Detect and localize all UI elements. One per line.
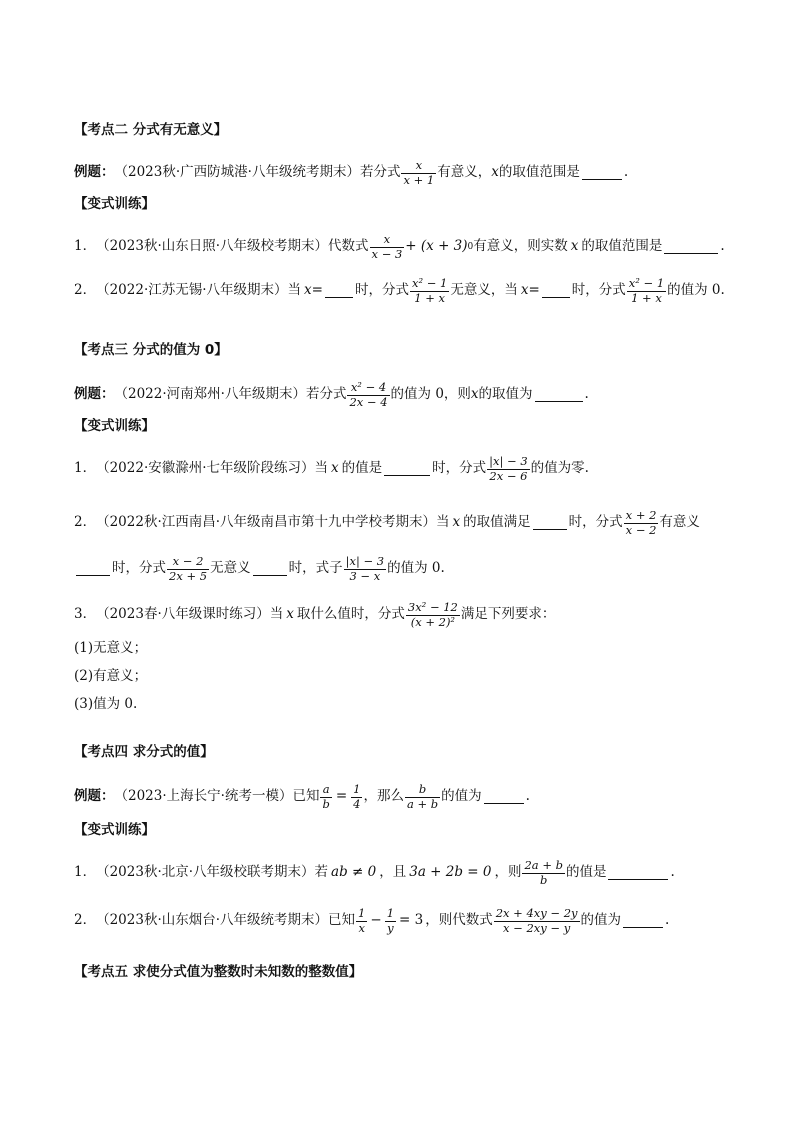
- example-label: 例题：: [74, 386, 115, 403]
- fraction: [344, 556, 387, 582]
- denominator: x − 3: [371, 246, 403, 261]
- variable: x: [520, 282, 529, 299]
- fraction: [410, 278, 449, 304]
- text: 的值是: [565, 864, 607, 881]
- text: 的值为: [580, 912, 622, 929]
- numerator: x + 2: [625, 508, 657, 522]
- denominator: 3 − x: [349, 568, 381, 583]
- practice-heading: 【变式训练】: [74, 196, 155, 212]
- answer-blank[interactable]: [582, 167, 622, 180]
- question-number: 1．: [74, 864, 97, 881]
- text: 的值为零.: [530, 460, 589, 477]
- question-number: 2．: [74, 282, 97, 299]
- text: 时，分式: [432, 460, 487, 477]
- numerator: x: [383, 232, 391, 246]
- question-source: （2023秋·山东日照·八年级校考期末）: [96, 238, 329, 255]
- question-3: [74, 602, 555, 628]
- fraction: [385, 908, 396, 934]
- fraction: [522, 860, 564, 886]
- answer-blank[interactable]: [608, 867, 668, 880]
- question-source: （2022·安徽滁州·七年级阶段练习）: [96, 460, 315, 477]
- answer-blank[interactable]: [253, 563, 287, 576]
- exponent: 0: [467, 241, 474, 252]
- section-2-example: [74, 160, 628, 186]
- fraction: [351, 784, 362, 810]
- text: 时，分式: [112, 560, 166, 577]
- answer-blank[interactable]: [533, 517, 567, 530]
- answer-blank[interactable]: [325, 285, 353, 298]
- question-2: [74, 278, 725, 304]
- question-1: [74, 860, 675, 886]
- variable: x: [491, 164, 499, 181]
- numerator: x − 2: [172, 554, 204, 568]
- denominator: x + 1: [403, 172, 435, 187]
- section-3-heading: 【考点三 分式的值为 0】: [74, 342, 228, 358]
- question-source: （2023秋·山东烟台·八年级统考期末）: [96, 912, 329, 929]
- denominator: b: [322, 796, 330, 811]
- question-number: 2．: [74, 514, 97, 531]
- denominator: 1 + x: [631, 290, 662, 305]
- text: ，且: [379, 864, 407, 881]
- fraction: [167, 556, 209, 582]
- question-2: [74, 908, 669, 934]
- text: 无意义: [210, 560, 251, 577]
- question-2-continued: [74, 556, 445, 582]
- denominator: x − 2: [625, 522, 657, 537]
- question-source: （2022·江苏无锡·八年级期末）: [96, 282, 288, 299]
- denominator: b: [540, 872, 548, 887]
- fraction: [370, 234, 405, 260]
- section-4-heading: 【考点四 求分式的值】: [74, 744, 214, 760]
- text: 当: [269, 606, 284, 623]
- numerator: x² − 4: [350, 380, 387, 394]
- numerator: 1: [358, 906, 366, 920]
- question-source: （2022秋·江西南昌·八年级南昌市第十九中学校考期末）: [96, 514, 437, 531]
- text: 有意义: [659, 514, 700, 531]
- fraction: [356, 908, 367, 934]
- condition: 3a + 2b = 0: [409, 864, 492, 881]
- text: 已知: [292, 788, 320, 805]
- text: 的值为 0，则: [390, 386, 471, 403]
- question-number: 3．: [74, 606, 97, 623]
- text: .: [665, 912, 670, 929]
- answer-blank[interactable]: [484, 791, 524, 804]
- text: 的取值范围是: [498, 164, 580, 181]
- equals: =: [311, 282, 323, 299]
- denominator: 2x − 4: [349, 394, 388, 409]
- example-source: （2022·河南郑州·八年级期末）: [114, 386, 306, 403]
- fraction: [627, 278, 666, 304]
- sub-item-2: (2)有意义；: [74, 668, 148, 684]
- text: 的取值满足: [463, 514, 531, 531]
- text: .: [525, 788, 530, 805]
- question-2: [74, 510, 700, 536]
- fraction: [401, 160, 436, 186]
- numerator: b: [418, 782, 427, 796]
- denominator: 2x − 6: [489, 468, 528, 483]
- variable: x: [452, 514, 461, 531]
- text: 时，式子: [288, 560, 343, 577]
- fraction: [320, 784, 331, 810]
- text: 取什么值时，分式: [296, 606, 405, 623]
- text: 时，分式: [354, 282, 409, 299]
- answer-blank[interactable]: [623, 915, 663, 928]
- text: 的取值范围是: [581, 238, 663, 255]
- fraction: [624, 510, 659, 536]
- numerator: 3x² − 12: [407, 600, 458, 614]
- equals: =: [528, 282, 540, 299]
- answer-blank[interactable]: [664, 241, 718, 254]
- example-source: （2023秋·广西防城港·八年级统考期末）: [114, 164, 360, 181]
- text: 当: [436, 514, 450, 531]
- text: ，那么: [363, 788, 404, 805]
- text: 满足下列要求：: [460, 606, 556, 623]
- numerator: |x| − 3: [345, 554, 385, 568]
- sub-item-1: (1)无意义；: [74, 640, 148, 656]
- denominator: y: [387, 920, 394, 935]
- expression: + (x + 3): [405, 238, 468, 255]
- text: 的值为 0.: [387, 560, 445, 577]
- section-5-heading: 【考点五 求使分式值为整数时未知数的整数值】: [74, 964, 363, 980]
- text: 有意义，: [437, 164, 492, 181]
- denominator: x: [358, 920, 365, 935]
- numerator: |x| − 3: [489, 454, 528, 468]
- text: ，则: [494, 864, 522, 881]
- section-4-example: [74, 784, 530, 810]
- practice-heading: 【变式训练】: [74, 822, 155, 838]
- variable: x: [331, 460, 339, 477]
- numerator: 1: [353, 782, 361, 796]
- section-2-heading: 【考点二 分式有无意义】: [74, 122, 228, 138]
- denominator: (x + 2)²: [410, 614, 456, 629]
- text: 当: [314, 460, 329, 477]
- text: 时，分式: [571, 282, 626, 299]
- fraction: [487, 456, 530, 482]
- text: .: [720, 238, 725, 255]
- variable: x: [304, 282, 312, 299]
- text: 代数式: [328, 238, 369, 255]
- question-number: 2．: [74, 912, 97, 929]
- numerator: a: [322, 782, 330, 796]
- text: 时，分式: [568, 514, 623, 531]
- text: .: [623, 164, 629, 181]
- variable: x: [570, 238, 579, 255]
- question-source: （2023秋·北京·八年级校联考期末）: [96, 864, 315, 881]
- numerator: 2x + 4xy − 2y: [495, 906, 578, 920]
- numerator: x² − 1: [628, 276, 665, 290]
- numerator: 2a + b: [524, 858, 563, 872]
- text: 的值为: [441, 788, 482, 805]
- denominator: a + b: [406, 796, 439, 811]
- answer-blank[interactable]: [535, 389, 583, 402]
- numerator: x² − 1: [411, 276, 448, 290]
- variable: x: [286, 606, 294, 623]
- denominator: x − 2xy − y: [503, 920, 571, 935]
- section-3-example: [74, 382, 589, 408]
- text: 的取值为: [478, 386, 533, 403]
- text: 已知: [328, 912, 356, 929]
- answer-blank[interactable]: [384, 463, 430, 476]
- text: 若: [314, 864, 329, 881]
- answer-blank[interactable]: [542, 285, 570, 298]
- text: 的值为 0.: [667, 282, 725, 299]
- text: 若分式: [359, 164, 401, 181]
- numerator: x: [415, 158, 423, 172]
- example-source: （2023·上海长宁·统考一模）: [114, 788, 293, 805]
- text: 的值是: [341, 460, 383, 477]
- example-label: 例题：: [74, 788, 115, 805]
- text: 无意义，当: [450, 282, 518, 299]
- denominator: 4: [353, 796, 361, 811]
- text: .: [670, 864, 675, 881]
- denominator: 1 + x: [414, 290, 446, 305]
- text: .: [584, 386, 589, 403]
- question-1: [74, 234, 725, 260]
- text: 若分式: [305, 386, 347, 403]
- practice-heading: 【变式训练】: [74, 418, 155, 434]
- minus: −: [370, 912, 382, 929]
- text: 当: [287, 282, 302, 299]
- question-source: （2023春·八年级课时练习）: [96, 606, 270, 623]
- answer-blank[interactable]: [76, 563, 110, 576]
- question-number: 1．: [74, 238, 97, 255]
- text: 有意义，则实数: [473, 238, 568, 255]
- question-1: [74, 456, 589, 482]
- fraction: [494, 908, 580, 934]
- equals: = 3: [399, 912, 424, 929]
- variable: x: [470, 386, 479, 403]
- sub-item-3: (3)值为 0.: [74, 696, 138, 712]
- numerator: 1: [386, 906, 395, 920]
- equals: =: [335, 788, 348, 805]
- fraction: [347, 382, 389, 408]
- denominator: 2x + 5: [169, 568, 208, 583]
- question-number: 1．: [74, 460, 97, 477]
- condition: ab ≠ 0: [331, 864, 377, 881]
- fraction: [406, 602, 460, 628]
- text: ，则代数式: [425, 912, 493, 929]
- example-label: 例题：: [74, 164, 115, 181]
- fraction: [405, 784, 440, 810]
